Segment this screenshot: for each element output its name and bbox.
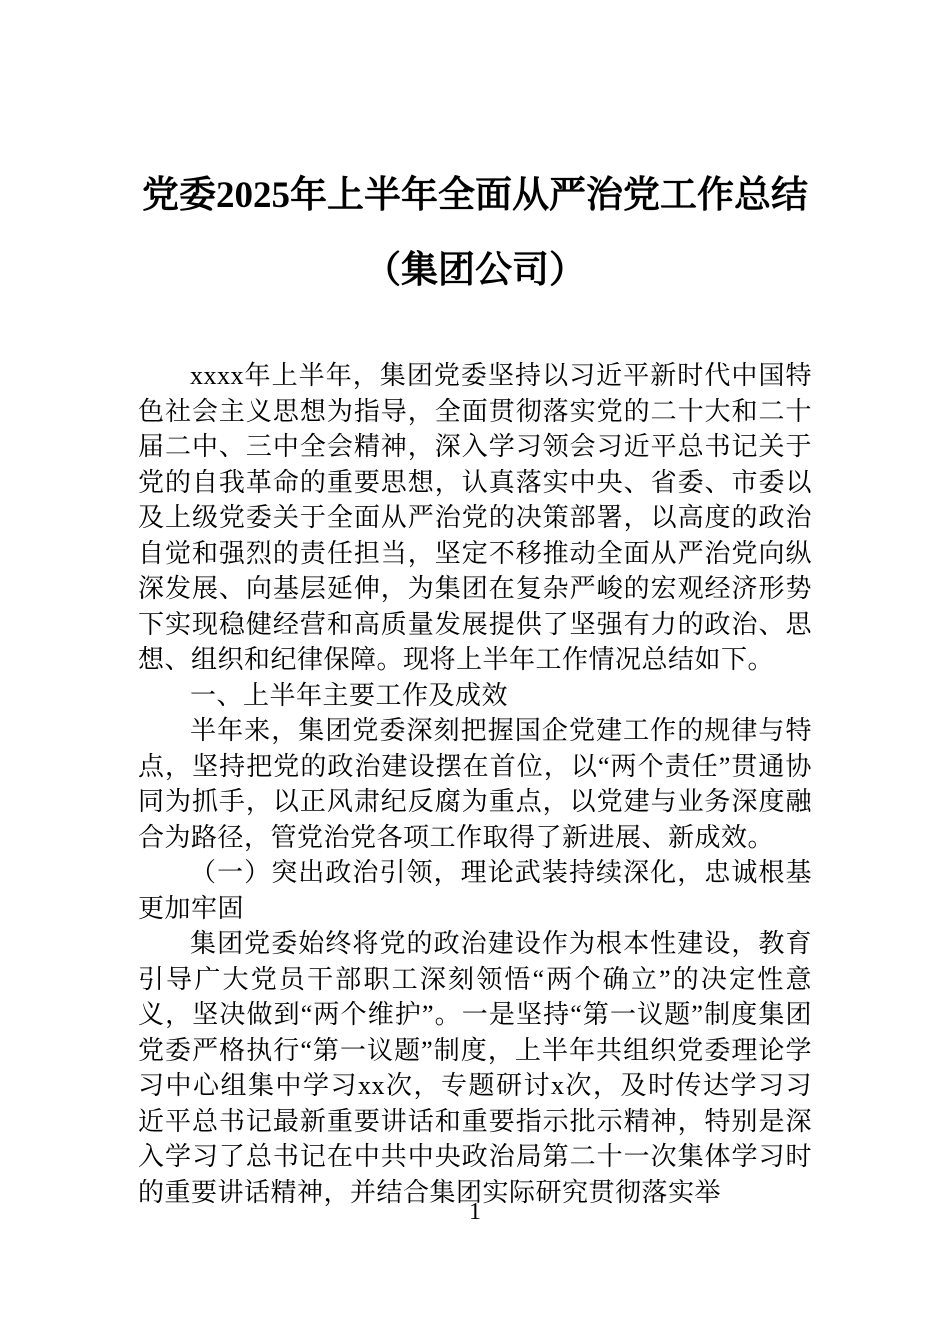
subsection-heading-1-1: （一）突出政治引领，理论武装持续深化，忠诚根基更加牢固 [138, 858, 812, 923]
paragraph-subsection-1-1: 集团党委始终将党的政治建设作为根本性建设，教育引导广大党员干部职工深刻领悟“两个确立”的决定性意义，坚决做到“两个维护”。一是坚持“第一议题”制度集团党委严格执行“第一议题”制度，上半年共组织党委理论学习中心组集中学习xx次，专题研讨x次，及时传达学习习近平总书记最新重要讲话和重要指示批示精神，特别是深入学习了总书记在中共中央政治局第二十一次集体学习时的重要讲话精神，并结合集团实际研究贯彻落实举 [138, 929, 812, 1207]
page-number: 1 [469, 1199, 481, 1225]
document-body [138, 358, 812, 1210]
document-title-line1: 党委2025年上半年全面从严治党工作总结 [142, 175, 808, 216]
section-heading-1: 一、上半年主要工作及成效 [190, 680, 509, 710]
document-title-line2: （集团公司） [364, 250, 586, 291]
document-title [60, 158, 890, 308]
paragraph-section1-intro: 半年来，集团党委深刻把握国企党建工作的规律与特点，坚持把党的政治建设摆在首位，以“两个责任”贯通协同为抓手，以正风肃纪反腐为重点，以党建与业务深度融合为路径，管党治党各项工作取得了新进展、新成效。 [138, 716, 812, 852]
paragraph-intro: xxxx年上半年，集团党委坚持以习近平新时代中国特色社会主义思想为指导，全面贯彻落实党的二十大和二十届二中、三中全会精神，深入学习领会习近平总书记关于党的自我革命的重要思想，认真落实中央、省委、市委以及上级党委关于全面从严治党的决策部署，以高度的政治自觉和强烈的责任担当，坚定不移推动全面从严治党向纵深发展、向基层延伸，为集团在复杂严峻的宏观经济形势下实现稳健经营和高质量发展提供了坚强有力的政治、思想、组织和纪律保障。现将上半年工作情况总结如下。 [138, 361, 812, 674]
